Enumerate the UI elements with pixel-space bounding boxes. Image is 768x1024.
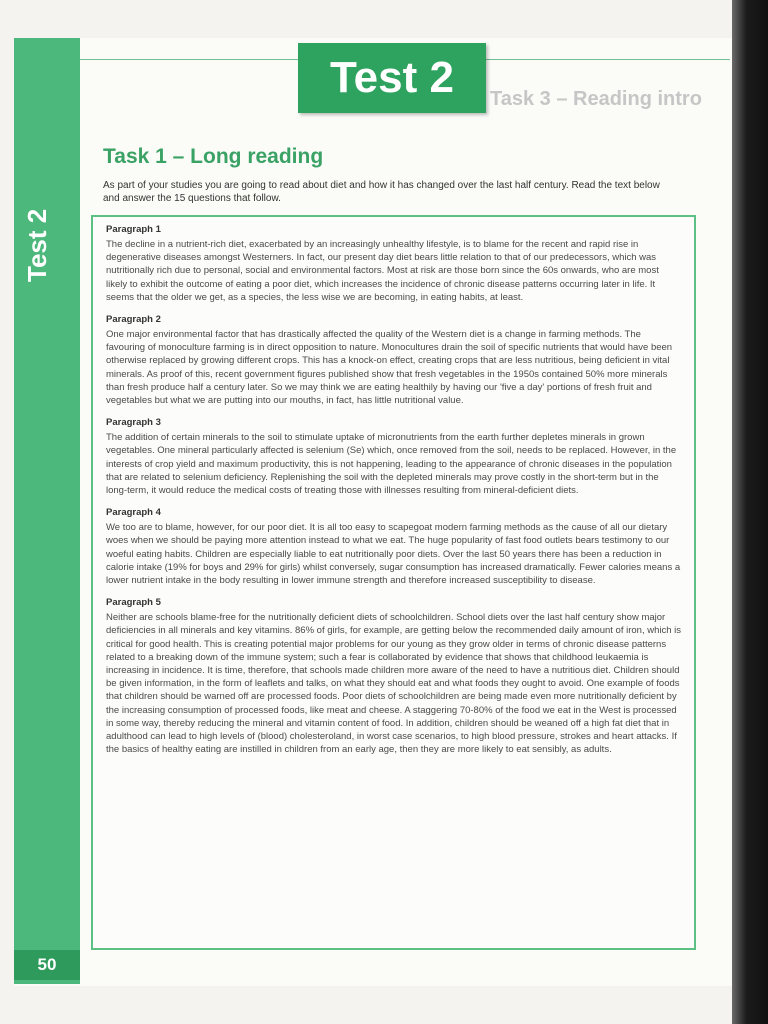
bleed-through-heading: Task 3 – Reading intro	[490, 88, 702, 110]
paragraph-text: The addition of certain minerals to the soil to stimulate uptake of micronutrients from the earth further depletes minerals in grown vegetables. One mineral particularly affected is selenium (Se) which, once removed from the soil, needs to be replaced. However, in the interests of crop yield and maximum productivity, this is not happening, leading to the appearance of chronic diseases in the population that are related to selenium deficiency. Replenishing the soil with the depleted minerals may prove costly in the short-term but in the long-term, it would reduce the medical costs of treating those with illnesses resulting from mineral-deficient diets.	[106, 432, 677, 497]
paragraph-5	[106, 597, 682, 756]
task-title: Task 1 – Long reading	[103, 145, 324, 168]
paragraph-1	[106, 224, 682, 304]
paragraph-title: Paragraph 2	[106, 314, 161, 326]
side-label: Test 2	[22, 208, 52, 282]
task-instructions: As part of your studies you are going to read about diet and how it has changed over the last half century. Read the text below and answer the 15 questions that follow.	[103, 180, 660, 204]
reading-text-box	[91, 215, 696, 950]
paragraph-text: The decline in a nutrient-rich diet, exacerbated by an increasingly unhealthy lifestyle, is to blame for the recent and rapid rise in degenerative diseases amongst Westerners. In fact, our present day diet bears little relation to that of our predecessors, which was nutritionally rich due to personal, social and environmental factors. Most at risk are those born since the 60s onwards, who are most likely to exhibit the outcome of eating a poor diet, which increases the incidence of chronic disease patterns occurring later in life. It seems that the older we get, as a species, the less wise we are becoming, in eating habits, at least.	[106, 239, 659, 303]
paragraph-3	[106, 417, 682, 497]
paragraph-text: Neither are schools blame-free for the nutritionally deficient diets of schoolchildren. School diets over the last half century show major deficiencies in all minerals and key vitamins. 86% of girls, for example, are getting below the recommended daily amount of iron, which is critical for good health. This is creating potential major problems for our young as they grow older in terms of chronic disease patterns related to a breaking down of the immune system; such a fear is collaborated by evidence that shows that childhood leukaemia is increasing in incidence. It is time, therefore, that schools made children more aware of the need to have a nutritious diet. Children should be given information, in the form of leaflets and talks, on what they should eat and what foods they ought to avoid. One example of foods that children should be warned off are processed foods. Poor diets of schoolchildren are being made even more nutritionally deficient by the increasing consumption of processed foods, like meat and cheese. A staggering 70-80% of the food we eat in the West is processed in some way, thereby reducing the mineral and vitamin content of food. In addition, children should be weaned off a high fat diet that in adulthood can lead to high levels of (blood) cholesteroland, in worst case scenarios, to high blood pressure, strokes and heart attacks. If the basics of healthy eating are instilled in children from an early age, then they are more likely to eat sensibly, as adults.	[106, 612, 682, 756]
side-band	[14, 38, 80, 984]
test-title-badge: Test 2	[298, 43, 486, 113]
paragraph-text: We too are to blame, however, for our poor diet. It is all too easy to scapegoat modern farming methods as the cause of all our dietary woes when we should be paying more attention instead to what we eat. The huge popularity of fast food outlets bears testimony to our woeful eating habits. Children are especially liable to eat nutritionally poor diets. Over the last 50 years there has been a reduction in calorie intake (19% for boys and 29% for girls) whilst conversely, sugar consumption has increased dramatically. Fewer calories means a lower nutrient intake in the body resulting in lower immune strength and therefore increased susceptibility to disease.	[106, 522, 681, 587]
paragraph-4	[106, 507, 682, 587]
paragraph-title: Paragraph 3	[106, 417, 161, 429]
paragraph-text: One major environmental factor that has drastically affected the quality of the Western diet is a change in farming methods. The favouring of monoculture farming is in direct opposition to nature. Monocultures drain the soil of specific nutrients that would have been otherwise replaced by growing different crops. This has a knock-on effect, creating crops that are less nutritious, being deficient in vital minerals. As proof of this, recent government figures published show that fresh vegetables in the 1950s contained 50% more minerals than fresh produce half a century later. So we may think we are eating healthily by having our 'five a day' portions of fresh fruit and vegetables but what we are putting into our mouths, in fact, has little nutritional value.	[106, 329, 673, 407]
paragraph-title: Paragraph 1	[106, 224, 161, 235]
paragraph-2	[106, 314, 682, 407]
book-spine-shadow	[732, 0, 768, 1024]
paragraph-title: Paragraph 4	[106, 507, 161, 519]
paragraph-title: Paragraph 5	[106, 597, 161, 609]
page-number: 50	[14, 950, 80, 980]
